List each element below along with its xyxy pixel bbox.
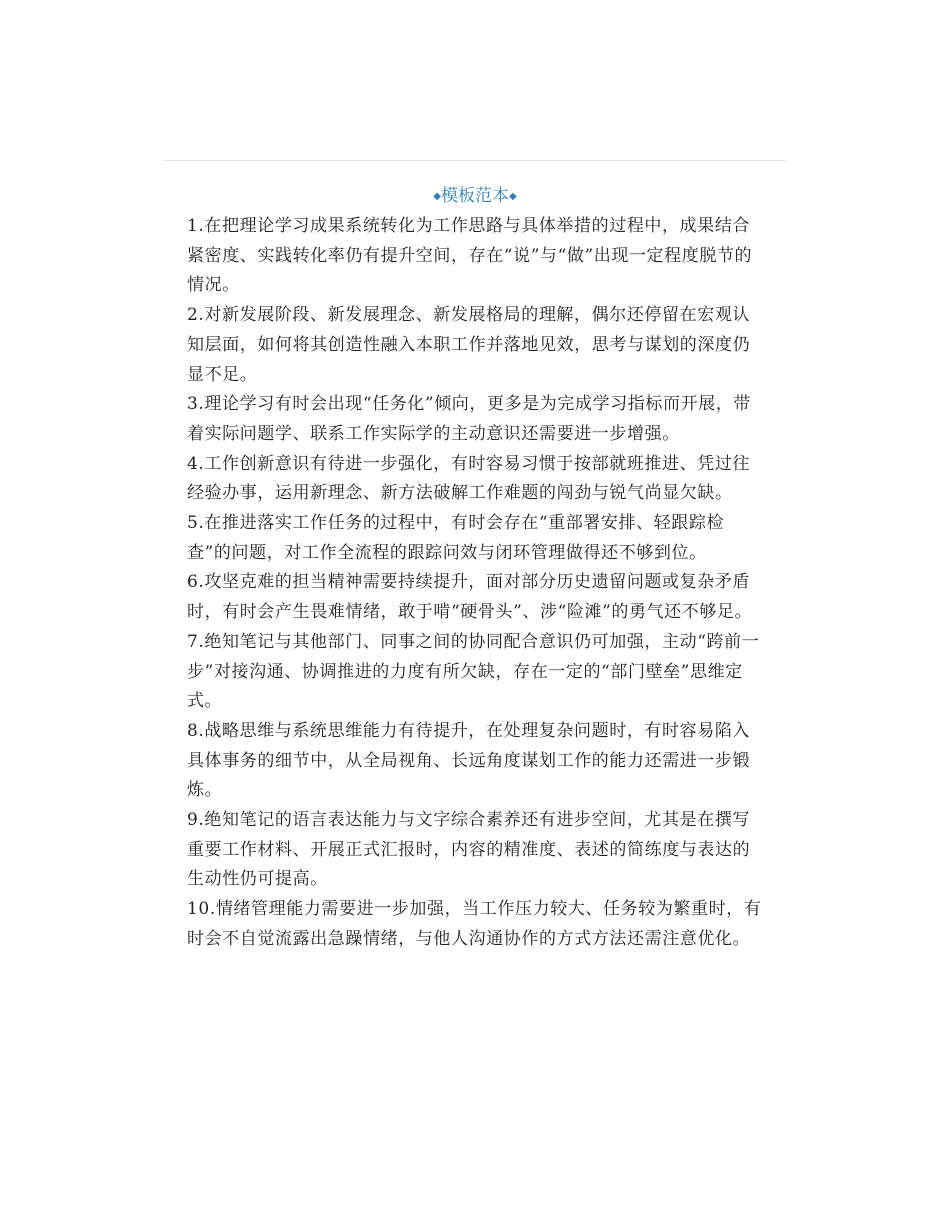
title-text: 模板范本 [441,186,509,206]
list-item-3: 3.理论学习有时会出现“任务化”倾向，更多是为完成学习指标而开展，带着实际问题学、联系工作实际学的主动意识还需要进一步增强。 [187,394,751,444]
document-title [163,184,787,209]
list-item-4: 4.工作创新意识有待进一步强化，有时容易习惯于按部就班推进、凭过往经验办事，运用新理念、新方法破解工作难题的闯劲与锐气尚显欠缺。 [187,453,751,504]
document-body [187,212,763,955]
list-item-10: 10.情绪管理能力需要进一步加强，当工作压力较大、任务较为繁重时，有时会不自觉流露出急躁情绪，与他人沟通协作的方式方法还需注意优化。 [187,899,762,949]
list-item-9: 9.绝知笔记的语言表达能力与文字综合素养还有进步空间，尤其是在撰写重要工作材料、开展正式汇报时，内容的精准度、表述的简练度与表达的生动性仍可提高。 [187,810,751,890]
list-item-6: 6.攻坚克难的担当精神需要持续提升，面对部分历史遗留问题或复杂矛盾时，有时会产生畏难情绪，敢于啃“硬骨头”、涉“险滩”的勇气还不够足。 [187,572,753,623]
diamond-icon-right: ◆ [509,191,517,202]
list-item-7: 7.绝知笔记与其他部门、同事之间的协同配合意识仍可加强，主动“跨前一步”对接沟通、协调推进的力度有所欠缺，存在一定的“部门壁垒”思维定式。 [187,631,760,712]
list-item-2: 2.对新发展阶段、新发展理念、新发展格局的理解，偶尔还停留在宏观认知层面，如何将其创造性融入本职工作并落地见效，思考与谋划的深度仍显不足。 [187,305,751,385]
list-item-5: 5.在推进落实工作任务的过程中，有时会存在“重部署安排、轻跟踪检查”的问题，对工作全流程的跟踪问效与闭环管理做得还不够到位。 [187,513,725,563]
diamond-icon-left: ◆ [433,191,441,202]
list-item-8: 8.战略思维与系统思维能力有待提升，在处理复杂问题时，有时容易陷入具体事务的细节中，从全局视角、长远角度谋划工作的能力还需进一步锻炼。 [187,720,751,801]
top-divider [163,160,787,161]
list-item-1: 1.在把理论学习成果系统转化为工作思路与具体举措的过程中，成果结合紧密度、实践转化率仍有提升空间，存在“说”与“做”出现一定程度脱节的情况。 [187,216,753,296]
